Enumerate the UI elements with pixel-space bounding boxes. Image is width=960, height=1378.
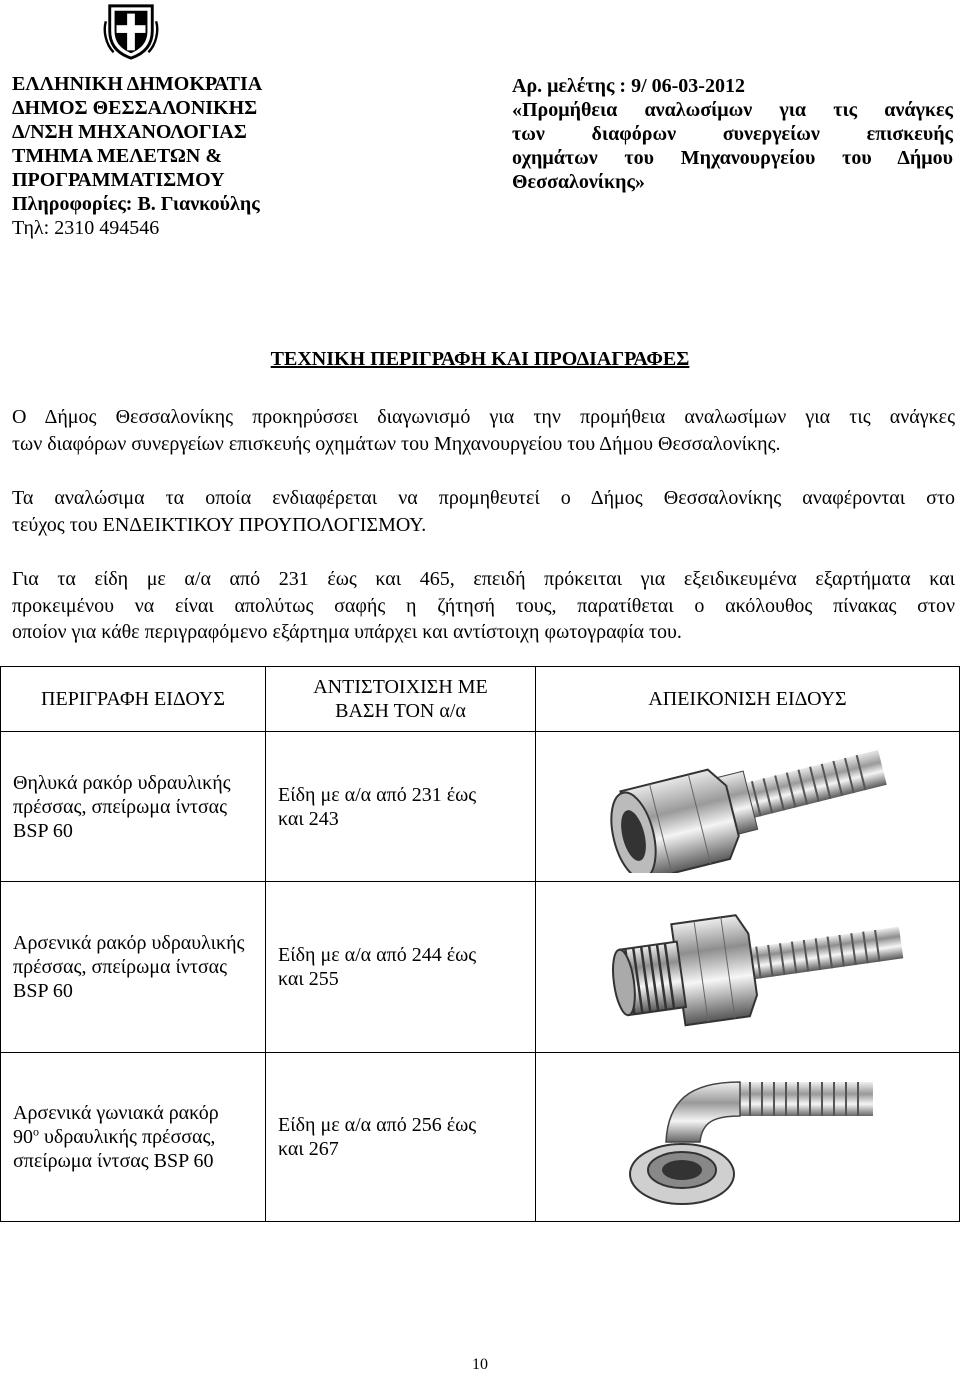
item-description: Θηλυκά ρακόρ υδραυλικής πρέσσας, σπείρωμα ίντσας BSP 60 [1, 732, 266, 882]
paragraph-line: οποίον για κάθε περιγραφόμενο εξάρτημα υπάρχει και αντίστοιχη φωτογραφία του. [12, 621, 682, 643]
paragraph-line: Τα αναλώσιμα τα οποία ενδιαφέρεται να προμηθευτεί ο Δήμος Θεσσαλονίκης αναφέρονται στο [12, 487, 955, 509]
page-number: 10 [472, 1356, 488, 1373]
items-table [0, 666, 960, 1222]
paragraph-line: Ο Δήμος Θεσσαλονίκης προκηρύσσει διαγωνισμό για την προμήθεια αναλωσίμων για τις ανάγκες [12, 406, 955, 428]
contact-name: Πληροφορίες: Β. Γιανκούλης [12, 193, 260, 215]
table-row [1, 732, 960, 882]
study-title-line: οχημάτων του Μηχανουργείου του Δήμου [512, 147, 953, 169]
column-header-description: ΠΕΡΙΓΡΑΦΗ ΕΙΔΟΥΣ [1, 667, 266, 732]
study-title-line: των διαφόρων συνεργείων επισκευής [512, 123, 953, 145]
table-row [1, 1053, 960, 1222]
item-mapping: Είδη με α/α από 256 έως και 267 [266, 1053, 536, 1222]
table-row [1, 882, 960, 1053]
contact-phone: Τηλ: 2310 494546 [12, 217, 160, 239]
issuer-line: Δ/ΝΣΗ ΜΗΧΑΝΟΛΟΓΙΑΣ [12, 121, 247, 143]
issuer-line: ΠΡΟΓΡΑΜΜΑΤΙΣΜΟΥ [12, 169, 225, 191]
paragraph-line: τεύχος του ΕΝΔΕΙΚΤΙΚΟΥ ΠΡΟΥΠΟΛΟΓΙΣΜΟΥ. [12, 513, 427, 536]
item-mapping: Είδη με α/α από 231 έως και 243 [266, 732, 536, 882]
elbow-fitting-image [618, 1062, 878, 1212]
study-title-line: Θεσσαλονίκης» [512, 171, 645, 193]
paragraph-line: των διαφόρων συνεργείων επισκευής οχημάτων του Μηχανουργείου του Δήμου Θεσσαλονίκης. [12, 432, 781, 455]
item-description: Αρσενικά ρακόρ υδραυλικής πρέσσας, σπείρωμα ίντσας BSP 60 [1, 882, 266, 1053]
item-image-cell [536, 1053, 960, 1222]
paragraph-line: προκειμένου να είναι απολύτως σαφής η ζήτησή τους, παρατίθεται ο ακόλουθος πίνακας στον [12, 594, 955, 617]
paragraph-intro [12, 404, 955, 457]
item-mapping: Είδη με α/α από 244 έως και 255 [266, 882, 536, 1053]
issuer-line: ΕΛΛΗΝΙΚΗ ΔΗΜΟΚΡΑΤΙΑ [12, 73, 263, 95]
issuer-line: ΔΗΜΟΣ ΘΕΣΣΑΛΟΝΙΚΗΣ [12, 97, 258, 119]
paragraph-supplies [12, 485, 955, 538]
issuer-line: ΤΜΗΜΑ ΜΕΛΕΤΩΝ & [12, 145, 222, 167]
study-block [512, 74, 953, 194]
item-description: Αρσενικά γωνιακά ρακόρ $90^o$ υδραυλικής πρέσσας, σπείρωμα ίντσας BSP 60 [1, 1053, 266, 1222]
study-number: Αρ. μελέτης : 9/ 06-03-2012 [512, 75, 745, 97]
greek-emblem-icon [102, 2, 160, 60]
item-image-cell [536, 732, 960, 882]
issuer-block [12, 72, 352, 240]
study-title-line: «Προμήθεια αναλωσίμων για τις ανάγκες [512, 99, 953, 121]
column-header-image: ΑΠΕΙΚΟΝΙΣΗ ΕΙΔΟΥΣ [536, 667, 960, 732]
female-fitting-image [598, 741, 898, 873]
table-header-row [1, 667, 960, 732]
column-header-mapping: ΑΝΤΙΣΤΟΙΧΙΣΗ ΜΕ ΒΑΣΗ ΤΟΝ α/α [266, 667, 536, 732]
item-image-cell [536, 882, 960, 1053]
male-fitting-image [583, 892, 913, 1042]
paragraph-line: Για τα είδη με α/α από 231 έως και 465, επειδή πρόκειται για εξειδικευμένα εξαρτήματα και [12, 568, 955, 590]
paragraph-items [12, 566, 955, 646]
section-title: ΤΕΧΝΙΚΗ ΠΕΡΙΓΡΑΦΗ ΚΑΙ ΠΡΟΔΙΑΓΡΑΦΕΣ [270, 348, 690, 370]
